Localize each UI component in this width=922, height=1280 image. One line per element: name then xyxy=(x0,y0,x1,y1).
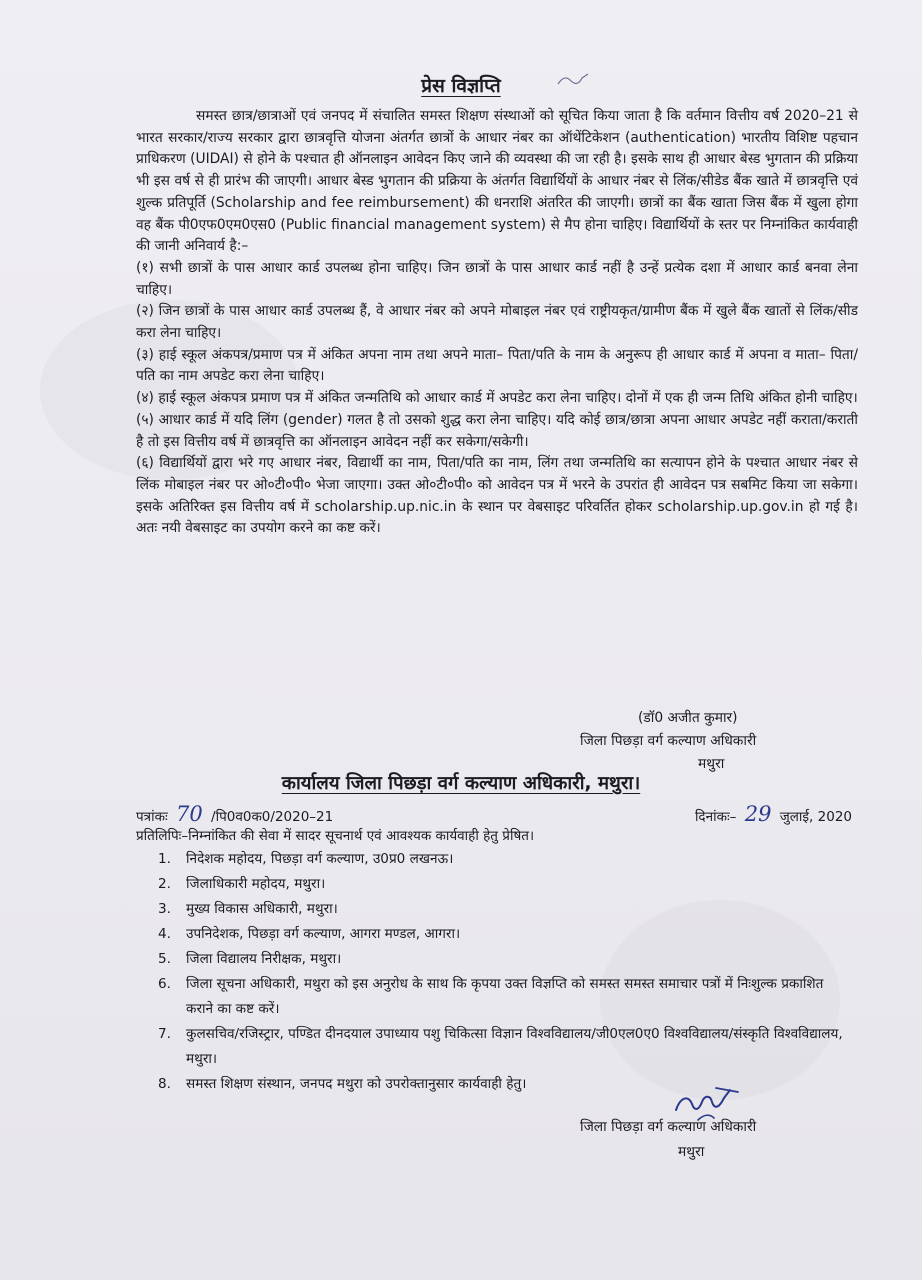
list-item: 5. जिला विद्यालय निरीक्षक, मथुरा। xyxy=(158,951,342,967)
point-item: (३) हाई स्कूल अंकपत्र/प्रमाण पत्र में अंकित अपना नाम तथा अपने माता– पिता/पति के नाम के अनुरूप ही आधार कार्ड में अपना व माता– पिता/पति का नाम अपडेट करा लेना चाहिए। xyxy=(136,346,858,385)
officer-place: मथुरा xyxy=(698,756,725,772)
list-item: 4. उपनिदेशक, पिछड़ा वर्ग कल्याण, आगरा मण्डल, आगरा। xyxy=(158,926,461,942)
copy-line: प्रतिलिपिः–निम्नांकित की सेवा में सादर सूचनार्थ एवं आवश्यक कार्यवाही हेतु प्रेषित। xyxy=(136,828,535,844)
footer-place: मथुरा xyxy=(678,1144,705,1160)
reference-label: पत्रांकः xyxy=(136,809,168,825)
office-heading: कार्यालय जिला पिछड़ा वर्ग कल्याण अधिकारी, मथुरा। xyxy=(281,773,641,794)
date-day: 29 xyxy=(744,802,772,826)
officer-designation: जिला पिछड़ा वर्ग कल्याण अधिकारी xyxy=(580,733,757,749)
reference-suffix: /पि0व0क0/2020–21 xyxy=(211,809,334,825)
point-item: (४) हाई स्कूल अंकपत्र प्रमाण पत्र में अंकित जन्मतिथि को आधार कार्ड में अपडेट करा लेना चाहिए। दोनों में एक ही जन्म तिथि अंकित होनी चाहिए। xyxy=(136,390,858,407)
point-item: (५) आधार कार्ड में यदि लिंग (gender) गलत है तो उसको शुद्ध करा लेना चाहिए। यदि कोई छात्र/छात्रा अपना आधार अपडेट नहीं कराता/कराती है तो इस वित्तीय वर्ष में छात्रवृत्ति का ऑनलाइन आवेदन नहीं कर सकेगा/सकेगी। xyxy=(136,411,858,450)
reference-number: 70 xyxy=(176,802,203,826)
officer-name: (डॉ0 अजीत कुमार) xyxy=(638,710,738,726)
list-item: 8. समस्त शिक्षण संस्थान, जनपद मथुरा को उपरोक्तानुसार कार्यवाही हेतु। xyxy=(158,1076,527,1092)
pen-mark-icon xyxy=(556,70,590,90)
signature-block-officer xyxy=(560,707,860,776)
list-item: 3. मुख्य विकास अधिकारी, मथुरा। xyxy=(158,901,338,917)
list-item: 1. निदेशक महोदय, पिछड़ा वर्ग कल्याण, उ0प्र0 लखनऊ। xyxy=(158,851,454,867)
intro-paragraph: समस्त छात्र/छात्राओं एवं जनपद में संचालित समस्त शिक्षण संस्थाओं को सूचित किया जाता है कि वर्तमान वित्तीय वर्ष 2020–21 से भारत सरकार/राज्य सरकार द्वारा छात्रवृत्ति योजना अंतर्गत छात्रों के आधार नंबर का ऑथेंटिकेशन (authentication) भारतीय विशिष्ट पहचान प्राधिकरण (UIDAI) से होने के पश्चात ही ऑनलाइन आवेदन किए जाने की व्यवस्था की जा रही है। इसके साथ ही आधार बेस्ड भुगतान की प्रक्रिया भी इस वर्ष से ही प्रारंभ की जाएगी। आधार बेस्ड भुगतान की प्रक्रिया के अंतर्गत विद्यार्थियों के आधार नंबर से लिंक/सीडेड बैंक खाते में छात्रवृत्ति एवं शुल्क प्रतिपूर्ति (Scholarship and fee reimbursement) की धनराशि अंतरित की जाएगी। छात्रों का बैंक खाता जिस बैंक में खुला होगा वह बैंक पी0एफ0एम0एस0 (Public financial management system) से मैप होना चाहिए। विद्यार्थियों के स्तर पर निम्नांकित कार्यवाही की जानी अनिवार्य है:– xyxy=(136,108,858,255)
footer-designation: जिला पिछड़ा वर्ग कल्याण अधिकारी xyxy=(580,1119,757,1135)
date-rest: जुलाई, 2020 xyxy=(779,809,852,825)
date-label: दिनांकः– xyxy=(694,809,737,825)
recipient-list xyxy=(158,847,848,1097)
point-item: (१) सभी छात्रों के पास आधार कार्ड उपलब्ध होना चाहिए। जिन छात्रों के पास आधार कार्ड नहीं है उन्हें प्रत्येक दशा में आधार कार्ड बनवा लेना चाहिए। xyxy=(136,259,858,298)
point-item: (६) विद्यार्थियों द्वारा भरे गए आधार नंबर, विद्यार्थी का नाम, पिता/पति का नाम, लिंग तथा जन्मतिथि का सत्यापन होने के पश्चात आधार नंबर से लिंक मोबाइल नंबर पर ओ०टी०पी० भेजा जाएगा। उक्त ओ०टी०पी० को आवेदन पत्र में भरने के उपरांत ही आवेदन पत्र सबमिट किया जा सकेगा। इसके अतिरिक्त इस वित्तीय वर्ष में scholarship.up.nic.in के स्थान पर वेबसाइट परिवर्तित होकर scholarship.up.gov.in हो गई है। अतः नयी वेबसाइट का उपयोग करने का कष्ट करें। xyxy=(136,455,858,537)
list-item: 6. जिला सूचना अधिकारी, मथुरा को इस अनुरोध के साथ कि कृपया उक्त विज्ञप्ति को समस्त समस्त समाचार पत्रों में निःशुल्क प्रकाशित कराने का कष्ट करें। xyxy=(158,976,824,1017)
list-item: 2. जिलाधिकारी महोदय, मथुरा। xyxy=(158,876,326,892)
point-item: (२) जिन छात्रों के पास आधार कार्ड उपलब्ध हैं, वे आधार नंबर को अपने मोबाइल नंबर एवं राष्ट्रीयकृत/ग्रामीण बैंक में खुले बैंक खातों से लिंक/सीड करा लेना चाहिए। xyxy=(136,303,858,342)
page-title: प्रेस विज्ञप्ति xyxy=(421,75,501,97)
list-item: 7. कुलसचिव/रजिस्ट्रार, पण्डित दीनदयाल उपाध्याय पशु चिकित्सा विज्ञान विश्वविद्यालय/जी0एल0ए0 विश्वविद्यालय/संस्कृति विश्वविद्यालय, मथुरा। xyxy=(158,1026,843,1067)
press-release-body xyxy=(136,106,858,540)
signature-block-footer xyxy=(580,1115,840,1165)
